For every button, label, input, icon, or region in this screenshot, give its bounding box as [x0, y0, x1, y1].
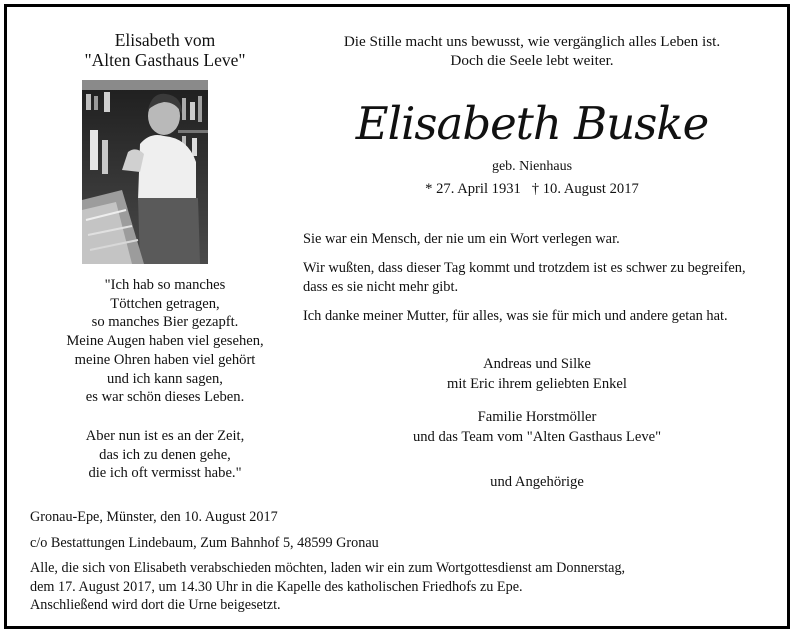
paragraph-3 [303, 307, 778, 326]
service-line: Alle, die sich von Elisabeth verabschieden möchten, laden wir ein zum Wortgottesdienst am Donnerstag, [30, 560, 626, 576]
life-dates: * 27. April 1931 † 10. August 2017 [425, 181, 639, 197]
poem-line: das ich zu denen gehe, [99, 446, 231, 463]
left-header-line-2: "Alten Gasthaus Leve" [84, 50, 246, 70]
mourners-group-2 [322, 408, 752, 447]
poem-line: Aber nun ist es an der Zeit, [85, 427, 245, 444]
mourners-group-1 [322, 355, 752, 394]
poem-line: es war schön dieses Leben. [85, 389, 245, 406]
motto [322, 32, 742, 70]
poem-line: so manches Bier gezapft. [91, 314, 239, 331]
poem-line: Meine Augen haben viel gesehen, [66, 333, 264, 350]
mourner-line: Andreas und Silke [483, 356, 591, 372]
birth-name: geb. Nienhaus [491, 159, 573, 174]
portrait-photo-image [82, 80, 208, 264]
place-date: Gronau-Epe, Münster, den 10. August 2017 [30, 509, 278, 525]
paragraph-text: Wir wußten, dass dieser Tag kommt und trotzdem ist es schwer zu begreifen, dass es sie nicht mehr gibt. [303, 260, 746, 295]
poem-line: "Ich hab so manches [104, 277, 226, 293]
mourner-line: mit Eric ihrem geliebten Enkel [447, 375, 627, 392]
paragraph-2 [303, 259, 773, 297]
poem-line: und ich kann sagen, [107, 370, 223, 387]
poem-line: meine Ohren haben viel gehört [74, 351, 256, 368]
deceased-name: Elisabeth Buske [355, 97, 709, 150]
portrait-photo [82, 80, 208, 264]
left-header-line-1: Elisabeth vom [114, 30, 216, 50]
paragraph-1 [303, 230, 778, 249]
paragraph-text: Sie war ein Mensch, der nie um ein Wort verlegen war. [303, 231, 620, 247]
mourners-group-3: und Angehörige [490, 474, 584, 490]
service-notice [30, 559, 770, 615]
motto-line-2: Doch die Seele lebt weiter. [450, 52, 614, 69]
mourner-line: und das Team vom "Alten Gasthaus Leve" [412, 428, 662, 445]
mourner-line: Familie Horstmöller [477, 409, 597, 425]
poem-line: Töttchen getragen, [110, 295, 220, 312]
motto-line-1: Die Stille macht uns bewusst, wie vergänglich alles Leben ist. [343, 33, 721, 50]
service-line: dem 17. August 2017, um 14.30 Uhr in die Kapelle des katholischen Friedhofs zu Epe. [30, 578, 523, 595]
left-header [30, 30, 300, 70]
paragraph-text: Ich danke meiner Mutter, für alles, was sie für mich und andere getan hat. [303, 308, 728, 324]
poem [30, 276, 300, 483]
funeral-home-address: c/o Bestattungen Lindebaum, Zum Bahnhof 5, 48599 Gronau [30, 535, 379, 551]
poem-line: die ich oft vermisst habe." [88, 465, 242, 482]
service-line: Anschließend wird dort die Urne beigesetzt. [30, 597, 281, 613]
